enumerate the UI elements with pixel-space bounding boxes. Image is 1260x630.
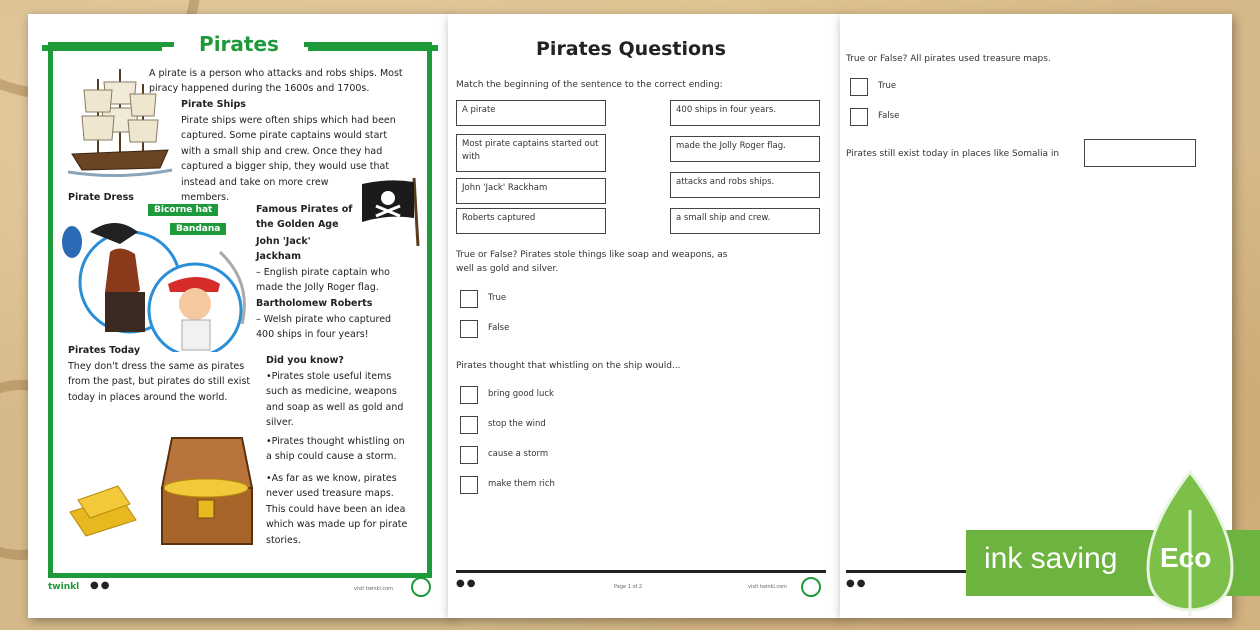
questions-title: Pirates Questions (536, 38, 726, 60)
treasure-map-question: True or False? All pirates used treasure maps. (846, 54, 1051, 64)
ink-saving-text: ink saving (984, 542, 1118, 575)
page-number: Page 1 of 2 (614, 584, 643, 590)
checkbox[interactable] (460, 446, 478, 464)
didyouknow-heading: Did you know? (266, 355, 344, 366)
match-right-box[interactable]: made the Jolly Roger flag. (670, 136, 820, 162)
worksheet-page-questions-2: True or False? All pirates used treasure maps. True False Pirates still exist today in places like Somalia in ●● (840, 14, 1232, 618)
rackham-name: John 'Jack' Jackham (256, 236, 311, 263)
bandana-label: Bandana (170, 223, 226, 235)
famous-heading: Famous Pirates of the Golden Age (256, 204, 353, 231)
match-left-box[interactable]: John 'Jack' Rackham (456, 178, 606, 204)
twinkl-logo: twinkl (48, 582, 80, 592)
footer-url: visit twinkl.com (354, 586, 394, 592)
ships-heading: Pirate Ships (181, 99, 246, 110)
roberts-name: Bartholomew Roberts (256, 298, 373, 309)
twinkl-badge-icon (410, 576, 432, 598)
ships-text: Pirate ships were often ships which had been captured. Some pirate captains would start with a small ship and crew. Once they had captured a bigger ship, they would use that instead and take on more crew members. (181, 115, 396, 204)
checkbox[interactable] (850, 78, 868, 96)
checkbox[interactable] (460, 416, 478, 434)
checkbox[interactable] (460, 290, 478, 308)
match-right-box[interactable]: 400 ships in four years. (670, 100, 820, 126)
match-left-box[interactable]: Roberts captured (456, 208, 606, 234)
somalia-question: Pirates still exist today in places like Somalia in (846, 149, 1060, 159)
today-heading: Pirates Today (68, 345, 141, 356)
match-left-box[interactable]: Most pirate captains started out with (456, 134, 606, 172)
fact-3: •As far as we know, pirates never used treasure maps. This could have been an idea which was made up for pirate stories. (266, 473, 408, 546)
roberts-text: – Welsh pirate who captured 400 ships in four years! (256, 314, 392, 341)
twinkl-badge-icon (800, 576, 822, 598)
footer-dots: ●● (846, 578, 868, 589)
match-instruction: Match the beginning of the sentence to the correct ending: (456, 80, 723, 90)
today-text: They don't dress the same as pirates from the past, but pirates do still exist today in places around the world. (68, 361, 251, 403)
eco-text: Eco (1160, 542, 1212, 573)
checkbox[interactable] (460, 386, 478, 404)
jolly-roger-flag (358, 176, 420, 248)
worksheet-page-info (28, 14, 452, 618)
bicorne-label: Bicorne hat (148, 204, 218, 216)
intro-text: A pirate is a person who attacks and robs ships. Most piracy happened during the 1600s and 1700s. (149, 68, 403, 95)
footer-dots: ●● (90, 580, 112, 591)
footer-url: visit twinkl.com (748, 584, 788, 590)
answer-input[interactable] (1084, 139, 1196, 167)
fact-2: •Pirates thought whistling on a ship could cause a storm. (266, 436, 405, 463)
treasure-chest-illustration (66, 430, 262, 550)
match-right-box[interactable]: a small ship and crew. (670, 208, 820, 234)
whistle-question: Pirates thought that whistling on the ship would... (456, 361, 681, 371)
fact-1: •Pirates stole useful items such as medicine, weapons and soap as well as gold and silver. (266, 371, 404, 429)
footer-dots: ●● (456, 578, 478, 589)
dress-heading: Pirate Dress (68, 192, 134, 203)
page-title: Pirates (174, 32, 304, 56)
rackham-text: – English pirate captain who made the Jolly Roger flag. (256, 267, 390, 294)
worksheet-page-questions: Pirates Questions Match the beginning of the sentence to the correct ending: A pirate Most pirate captains started out with John 'Jack' Rackham Roberts captured 400 ships in four years. made the Jolly Roger flag. attacks and robs ships. a small ship and crew. True or False? Pirates stole things like soap and weapons, as well as gold and silver. True False Pirates thought that whistling on the ship would... bring good luck stop the wind cause a storm make them rich ●● Page 1 of 2 visit twinkl.com (448, 14, 842, 618)
match-right-box[interactable]: attacks and robs ships. (670, 172, 820, 198)
pirate-dress-illustration (60, 212, 260, 352)
checkbox[interactable] (460, 320, 478, 338)
match-left-box[interactable]: A pirate (456, 100, 606, 126)
checkbox[interactable] (460, 476, 478, 494)
tf-question: True or False? Pirates stole things like soap and weapons, as well as gold and silver. (456, 250, 728, 274)
footer-rule (456, 570, 826, 573)
checkbox[interactable] (850, 108, 868, 126)
